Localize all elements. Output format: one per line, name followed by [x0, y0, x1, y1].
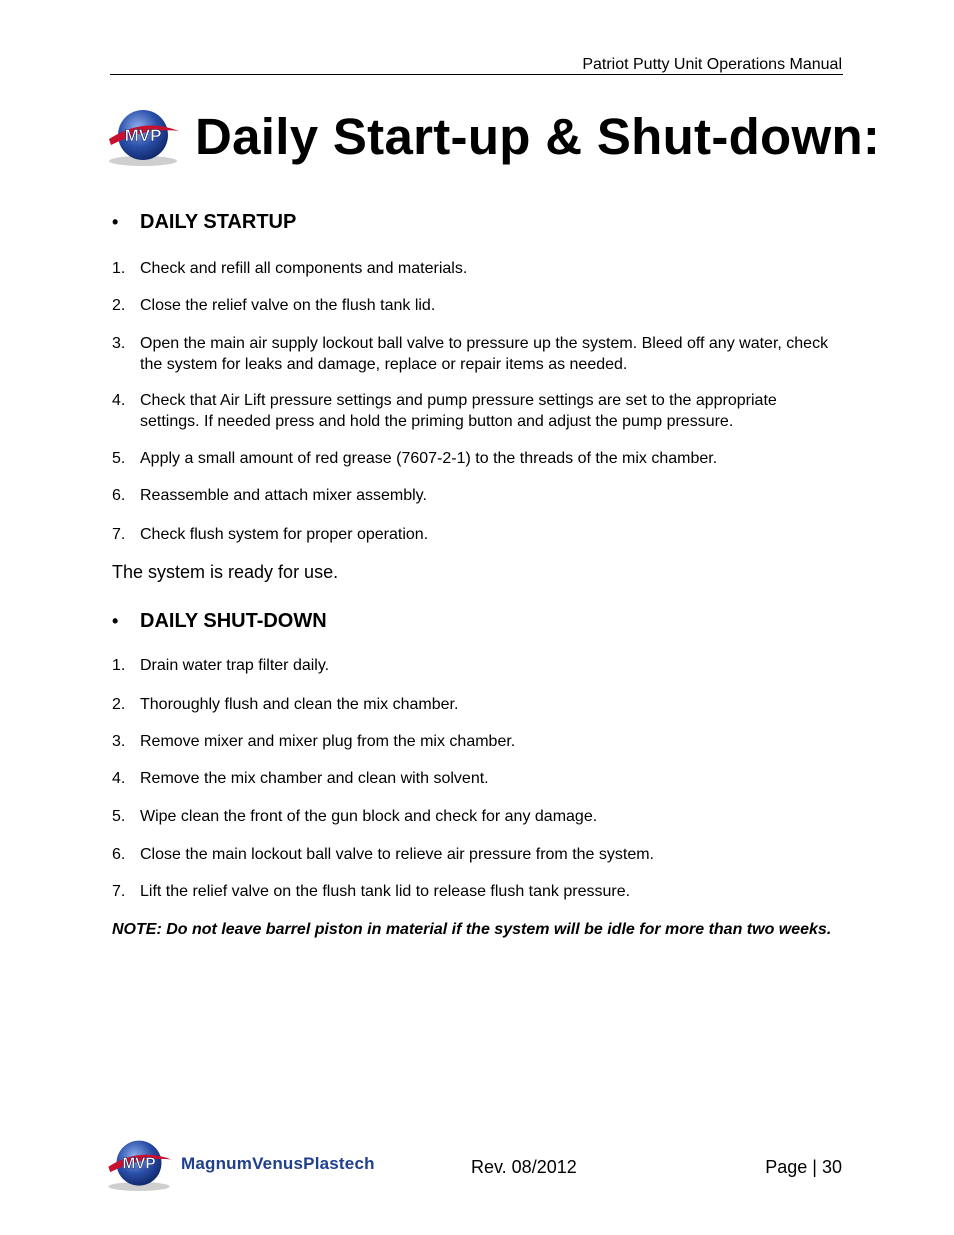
list-item — [112, 694, 837, 715]
item-number: 2. — [112, 297, 126, 314]
list-item — [112, 295, 837, 316]
shutdown-heading — [112, 610, 327, 633]
item-text: Check flush system for proper operation. — [140, 526, 429, 543]
footer-logo — [103, 1135, 375, 1193]
item-number: 4. — [112, 770, 126, 787]
item-number: 6. — [112, 846, 126, 863]
item-number: 4. — [112, 392, 126, 409]
item-text: Thoroughly flush and clean the mix chamber. — [140, 696, 459, 713]
mvp-footer-logo-icon — [103, 1135, 175, 1193]
item-number: 7. — [112, 883, 126, 900]
item-text: Lift the relief valve on the flush tank lid to release flush tank pressure. — [140, 883, 631, 900]
item-text: Wipe clean the front of the gun block and check for any damage. — [140, 808, 598, 825]
bullet-icon: • — [112, 611, 119, 631]
list-item — [112, 844, 837, 865]
bullet-icon: • — [112, 212, 119, 232]
list-item — [112, 258, 837, 279]
startup-heading — [112, 211, 296, 234]
list-item — [112, 806, 837, 827]
item-number: 1. — [112, 657, 126, 674]
item-number: 6. — [112, 487, 126, 504]
item-text: Apply a small amount of red grease (7607-2-1) to the threads of the mix chamber. — [140, 450, 718, 467]
footer-brand: MagnumVenusPlastech — [181, 1154, 375, 1173]
list-item — [112, 768, 837, 789]
page-title: Daily Start-up & Shut-down: — [195, 107, 881, 165]
list-item — [112, 524, 837, 545]
item-text: Check that Air Lift pressure settings and pump pressure settings are set to the appropriate settings. If needed press and hold the priming button and adjust the pump pressure. — [140, 392, 777, 430]
item-text: Remove mixer and mixer plug from the mix chamber. — [140, 733, 516, 750]
mvp-logo-icon — [103, 105, 183, 167]
note-text: NOTE: Do not leave barrel piston in material if the system will be idle for more than two weeks. — [112, 921, 832, 938]
item-text: Open the main air supply lockout ball valve to pressure up the system. Bleed off any water, check the system for leaks and damage, replace or repair items as needed. — [140, 335, 829, 373]
footer-page-number: Page | 30 — [765, 1157, 842, 1177]
header-divider — [110, 74, 843, 75]
item-number: 3. — [112, 733, 126, 750]
item-text: Close the relief valve on the flush tank lid. — [140, 297, 436, 314]
list-item — [112, 655, 837, 676]
item-text: Drain water trap filter daily. — [140, 657, 330, 674]
item-number: 3. — [112, 335, 126, 352]
list-item — [112, 390, 837, 432]
item-number: 1. — [112, 260, 126, 277]
footer-revision: Rev. 08/2012 — [471, 1157, 577, 1177]
item-number: 7. — [112, 526, 126, 543]
list-item — [112, 881, 837, 902]
item-text: Check and refill all components and materials. — [140, 260, 468, 277]
ready-text: The system is ready for use. — [112, 562, 339, 582]
startup-heading-text: DAILY STARTUP — [140, 211, 297, 233]
list-item — [112, 731, 837, 752]
shutdown-heading-text: DAILY SHUT-DOWN — [140, 610, 327, 632]
item-number: 2. — [112, 696, 126, 713]
header-manual-title: Patriot Putty Unit Operations Manual — [582, 56, 842, 73]
title-logo-text: MVP — [124, 126, 162, 145]
page-title-row — [103, 105, 880, 167]
list-item — [112, 485, 837, 506]
item-text: Remove the mix chamber and clean with solvent. — [140, 770, 489, 787]
item-number: 5. — [112, 450, 126, 467]
list-item — [112, 333, 837, 375]
list-item — [112, 448, 837, 469]
footer-logo-text: MVP — [122, 1155, 156, 1173]
item-text: Close the main lockout ball valve to relieve air pressure from the system. — [140, 846, 654, 863]
item-number: 5. — [112, 808, 126, 825]
item-text: Reassemble and attach mixer assembly. — [140, 487, 427, 504]
